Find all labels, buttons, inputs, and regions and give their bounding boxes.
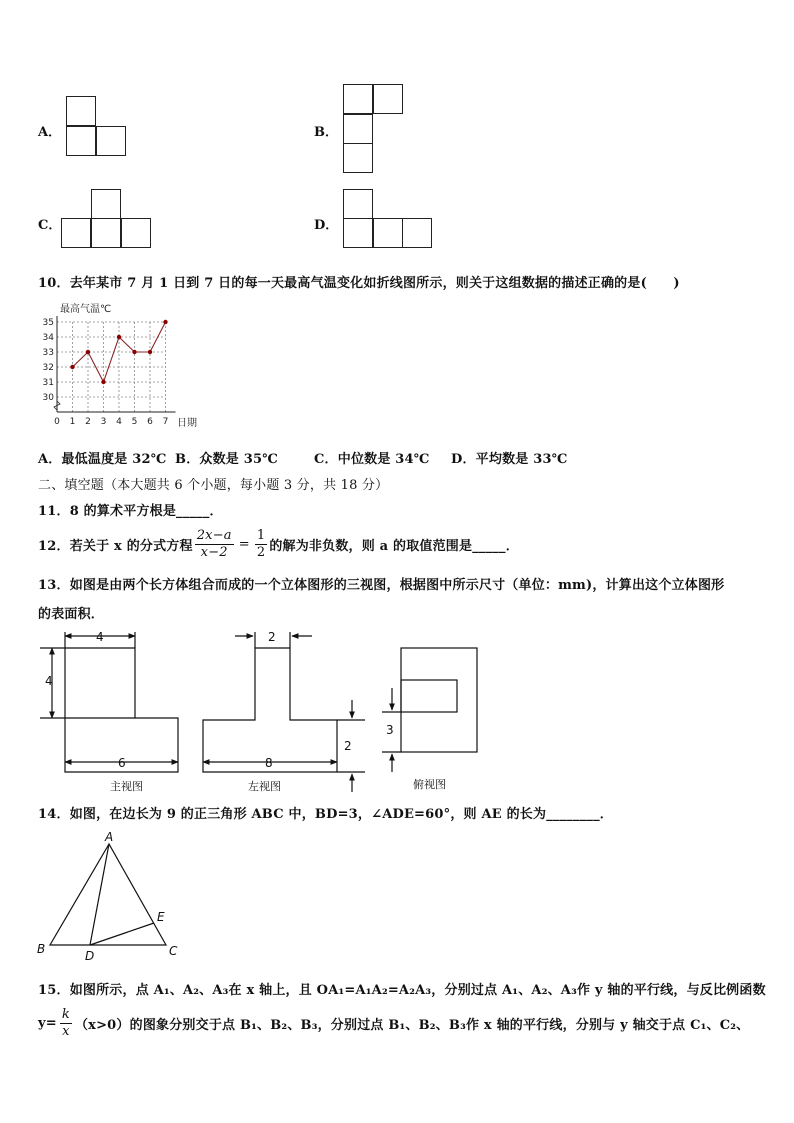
- chart-xlabel: 日期: [177, 418, 197, 429]
- x-tick-label: 7: [162, 417, 169, 427]
- net-square: [121, 218, 151, 248]
- net-square: [373, 84, 403, 114]
- q10-option-d: D．平均数是 33℃: [451, 452, 568, 467]
- q10-text: 10．去年某市 7 月 1 日到 7 日的每一天最高气温变化如折线图所示，则关于这组数据的描述正确的是( ): [38, 276, 680, 291]
- q12-equals: =: [238, 536, 250, 552]
- q14-text: 14．如图，在边长为 9 的正三角形 ABC 中，BD=3，∠ADE=60°，则 AE 的长为________．: [38, 807, 613, 822]
- option-d-label: D．: [314, 218, 339, 233]
- left-view-caption: 左视图: [248, 780, 281, 793]
- net-square: [373, 218, 403, 248]
- three-views-figure: [30, 622, 490, 797]
- net-square: [402, 218, 432, 248]
- q12-frac2-denominator: 2: [256, 544, 266, 560]
- data-point: [117, 335, 121, 339]
- q13-line2: 的表面积．: [38, 607, 105, 622]
- data-point: [101, 380, 105, 384]
- front-top-width: 4: [96, 630, 104, 644]
- x-tick-label: 2: [85, 417, 91, 427]
- q13-line1: 13．如图是由两个长方体组合而成的一个立体图形的三视图，根据图中所示尺寸（单位：mm)，计算出这个立体图形: [38, 578, 725, 593]
- x-tick-label: 4: [116, 417, 122, 427]
- left-bottom-height: 2: [344, 739, 352, 753]
- q15-frac-numerator: k: [61, 1006, 70, 1022]
- q12-fraction-left: [195, 528, 234, 561]
- x-tick-label: 0: [54, 417, 60, 427]
- q15-line1: 15．如图所示，点 A₁、A₂、A₃在 x 轴上，且 OA₁=A₁A₂=A₂A₃，分别过点 A₁、A₂、A₃作 y 轴的平行线，与反比例函数: [38, 983, 766, 998]
- option-b-label: B．: [314, 125, 338, 140]
- top-view-caption: 俯视图: [413, 778, 446, 791]
- segment-de: [90, 923, 154, 945]
- q12-prefix: 12．若关于 x 的分式方程: [38, 538, 193, 554]
- q15-frac-denominator: x: [62, 1023, 70, 1039]
- left-view: [203, 632, 365, 792]
- point-d: D: [85, 949, 95, 963]
- front-bottom-width: 6: [118, 756, 126, 770]
- data-point: [70, 365, 74, 369]
- q12-frac2-numerator: 1: [256, 527, 266, 543]
- data-point: [132, 350, 136, 354]
- q15-line2: [38, 1002, 749, 1044]
- net-square: [61, 218, 91, 248]
- y-tick-label: 31: [42, 378, 54, 388]
- point-e: E: [157, 910, 165, 924]
- data-point: [163, 320, 167, 324]
- front-view-caption: 主视图: [110, 780, 143, 793]
- q15-fraction: [60, 1007, 72, 1040]
- y-tick-label: 34: [42, 333, 54, 343]
- triangle-figure: [30, 828, 190, 963]
- x-tick-label: 3: [100, 417, 107, 427]
- q12-fraction-right: [255, 528, 267, 561]
- data-point: [148, 350, 152, 354]
- triangle-abc: [50, 844, 166, 945]
- net-square: [343, 143, 373, 173]
- section-heading: 二、填空题（本大题共 6 个小题，每小题 3 分，共 18 分）: [38, 478, 389, 493]
- top-view: [382, 648, 477, 772]
- temperature-line-chart: [40, 298, 210, 433]
- q15-line2-suffix: （x>0）的图象分别交于点 B₁、B₂、B₃，分别过点 B₁、B₂、B₃作 x 轴的平行线，分别与 y 轴交于点 C₁、C₂、: [74, 1017, 750, 1033]
- front-view: [40, 632, 178, 772]
- y-tick-label: 30: [42, 393, 54, 403]
- q15-y-equals: y=: [38, 1015, 57, 1031]
- x-tick-label: 6: [147, 417, 153, 427]
- vertex-b: B: [37, 942, 46, 956]
- net-square: [66, 126, 96, 156]
- net-square: [91, 189, 121, 219]
- front-top-height: 4: [45, 674, 53, 688]
- q12-frac1-numerator: 2x−a: [196, 527, 232, 543]
- y-tick-label: 35: [42, 318, 54, 328]
- net-square: [343, 189, 373, 219]
- y-tick-label: 32: [42, 363, 54, 373]
- net-square: [343, 114, 373, 144]
- data-point: [86, 350, 90, 354]
- net-square: [91, 218, 121, 248]
- x-tick-label: 5: [131, 417, 138, 427]
- chart-tick-labels: [43, 318, 169, 427]
- y-tick-label: 33: [42, 348, 54, 358]
- vertex-a: A: [105, 830, 114, 844]
- chart-ylabel: 最高气温℃: [60, 304, 112, 315]
- q11-text: 11．8 的算术平方根是_____．: [38, 504, 223, 519]
- q10-option-b: B．众数是 35℃: [175, 452, 278, 467]
- left-top-width: 2: [268, 630, 276, 644]
- q10-option-a: A．最低温度是 32℃: [38, 452, 167, 467]
- net-square: [96, 126, 126, 156]
- option-c-label: C．: [38, 218, 62, 233]
- net-square: [343, 84, 373, 114]
- q12-suffix: 的解为非负数，则 a 的取值范围是_____．: [269, 538, 519, 554]
- q12-frac1-denominator: x−2: [200, 544, 228, 560]
- net-square: [343, 218, 373, 248]
- option-a-label: A．: [38, 125, 62, 140]
- vertex-c: C: [169, 944, 178, 958]
- net-square: [66, 96, 96, 126]
- q10-option-c: C．中位数是 34℃: [314, 452, 430, 467]
- top-view-dim: 3: [386, 723, 394, 737]
- left-bottom-width: 8: [265, 756, 273, 770]
- q12-text: [38, 523, 519, 565]
- x-tick-label: 1: [69, 417, 76, 427]
